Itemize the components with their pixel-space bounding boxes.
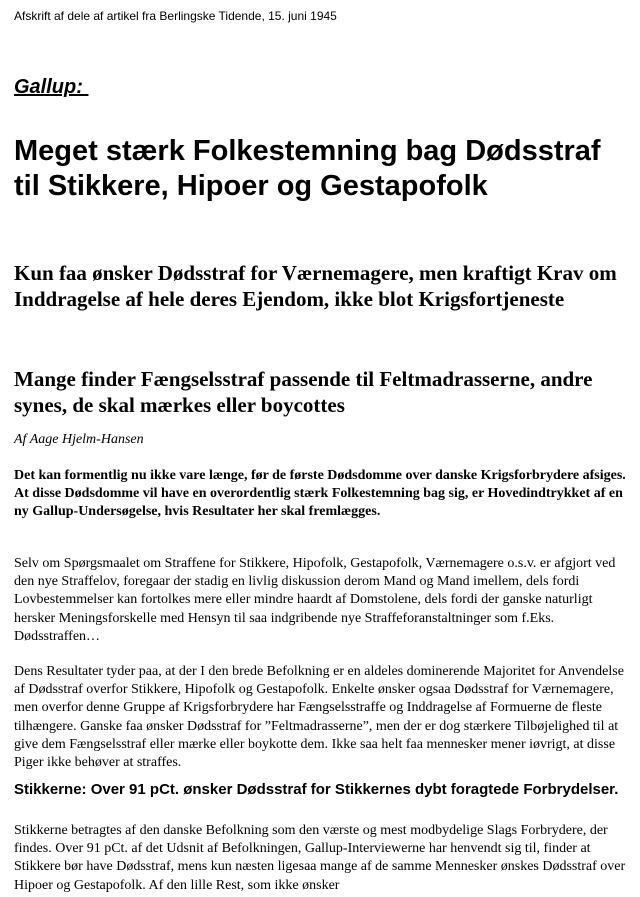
headline: Meget stærk Folkestemning bag Dødsstraf til Stikkere, Hipoer og Gestapofolk [14,135,601,202]
body-paragraph: Selv om Spørgsmaalet om Straffene for Stikkere, Hipofolk, Gestapofolk, Værnemagere o.s.v. er afgjort ved den nye Straffelov, foregaar der stadig en livlig diskussion derom Mand og Mand imellem, dels fordi Lovbestemmelser kan fortolkes mere eller mindre haardt af Domstolene, dels fordi der ganske naturligt hersker Meningsforskelle med Hensyn til saa indgribende nye Straffeforanstaltninger som f.Eks. Dødsstraffen… [14,556,616,644]
subhead: Mange finder Fængselsstraf passende til Feltmadrasserne, andre synes, de skal mærkes eller boycottes [14,367,593,417]
subhead: Kun faa ønsker Dødsstraf for Værnemagere, men kraftigt Krav om Inddragelse af hele deres Ejendom, ikke blot Krigsfortjeneste [14,261,617,311]
lead-paragraph: Det kan formentlig nu ikke vare længe, før de første Dødsdomme over danske Krigsforbrydere afsiges. At disse Dødsdomme vil have en overordentlig stærk Folkestemning bag sig, er Hovedindtrykket af en ny Gallup-Undersøgelse, hvis Resultater her skal fremlægges. [14,468,626,520]
kicker: Gallup: [14,76,89,98]
byline: Af Aage Hjelm-Hansen [14,432,144,447]
body-paragraph: Stikkerne betragtes af den danske Befolkning som den værste og mest modbydelige Slags Forbrydere, der findes. Over 91 pCt. af det Udsnit af Befolkningen, Gallup-Interviewerne har henvendt sig til, finder at Stikkere bør have Dødsstraf, mens kun næsten ligesaa mange af de samme Mennesker ønskes Dødsstraf over Hipoer og Gestapofolk. Af den lille Rest, som ikke ønsker [14,823,626,893]
section-heading: Stikkerne: Over 91 pCt. ønsker Dødsstraf for Stikkernes dybt foragtede Forbrydelser. [14,781,619,798]
body-paragraph: Dens Resultater tyder paa, at der I den brede Befolkning er en aldeles dominerende Majoritet for Anvendelse af Dødsstraf overfor Stikkere, Hipofolk og Gestapofolk. Enkelte ønsker ogsaa Dødsstraf for Værnemagere, men overfor denne Gruppe af Krigsforbrydere har Fængselsstraffe og Inddragelse af Formuerne de fleste tilhængere. Ganske faa ønsker Dødsstraf for ”Feltmadrasserne”, men der er dog stærkere Tilbøjelighed til at give dem Fængselsstraf eller mærke eller boykotte dem. Ikke saa helt faa mennesker mener iøvrigt, at disse Piger ikke behøver at straffes. [14,664,624,771]
source-note: Afskrift af dele af artikel fra Berlingske Tidende, 15. juni 1945 [14,9,337,23]
